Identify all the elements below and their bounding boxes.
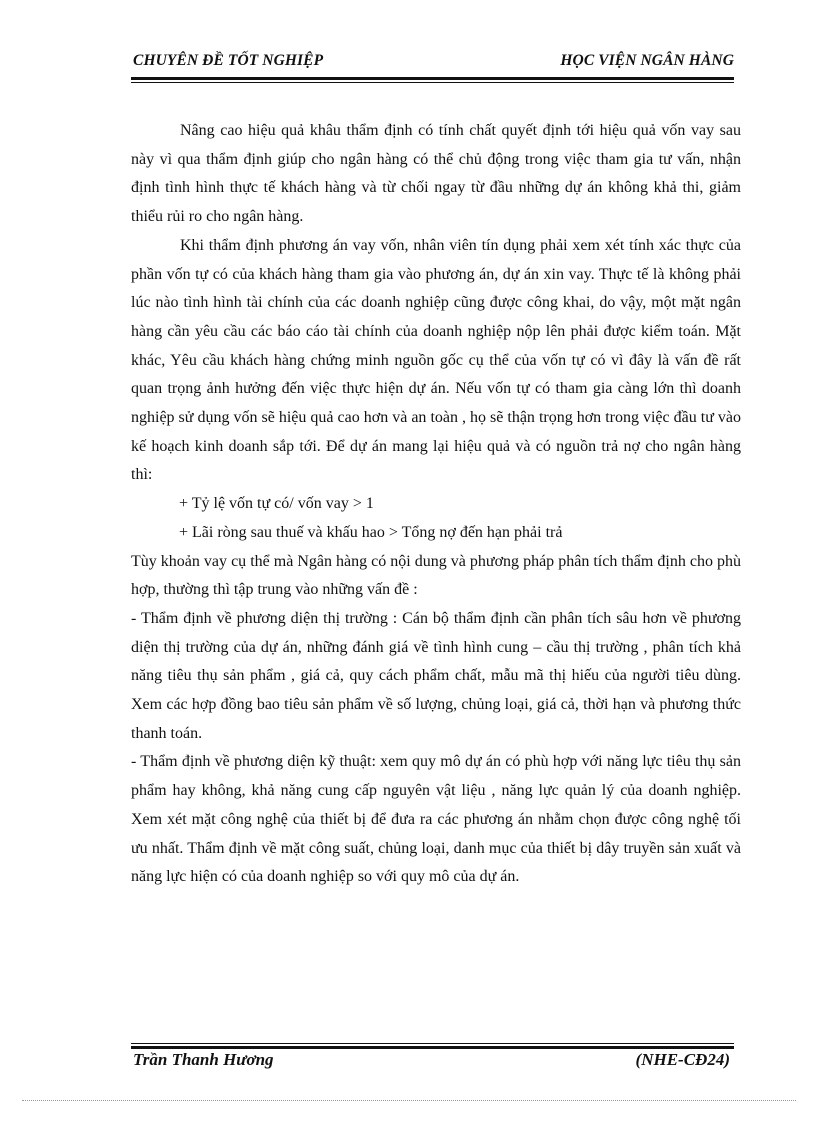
document-body [131,117,741,892]
header-title-left: CHUYÊN ĐỀ TỐT NGHIỆP [133,52,324,69]
paragraph-appraisal-importance: Nâng cao hiệu quả khâu thẩm định có tính chất quyết định tới hiệu quả vốn vay sau này vì qua thẩm định giúp cho ngân hàng có thể chủ động trong việc tham gia tư vấn, nhận định tình hình thực tế khách hàng và từ chối ngay từ đầu những dự án không khả thi, giảm thiểu rủi ro cho ngân hàng. [131,122,741,226]
condition-net-profit: + Lãi ròng sau thuế và khấu hao > Tổng nợ đến hạn phải trả [179,523,563,541]
paragraph-own-capital: Khi thẩm định phương án vay vốn, nhân viên tín dụng phải xem xét tính xác thực của phần vốn tự có của khách hàng tham gia vào phương án, dự án xin vay. Thực tế là không phải lúc nào tình hình tài chính của các doanh nghiệp cũng được công khai, do vậy, một mặt ngân hàng cần yêu cầu các báo cáo tài chính của doanh nghiệp nộp lên phải được kiểm toán. Mặt khác, Yêu cầu khách hàng chứng minh nguồn gốc cụ thể của vốn tự có vì đây là vấn đề rất quan trọng ảnh hưởng đến việc thực hiện dự án. Nếu vốn tự có tham gia càng lớn thì doanh nghiệp sử dụng vốn sẽ hiệu quả cao hơn và an toàn , họ sẽ thận trọng hơn trong việc đầu tư vào kế hoạch kinh doanh sắp tới. Để dự án mang lại hiệu quả và có nguồn trả nợ cho ngân hàng thì: [131,236,741,484]
page-bottom-dotted-line [22,1100,796,1101]
footer-rule-thick [131,1046,734,1049]
footer-class-code: (NHE-CĐ24) [635,1050,730,1069]
header-title-right: HỌC VIỆN NGÂN HÀNG [560,52,734,69]
page-footer [131,1050,734,1078]
paragraph-technical-appraisal: - Thẩm định về phương diện kỹ thuật: xem quy mô dự án có phù hợp với năng lực tiêu thụ sản phẩm hay không, khả năng cung cấp nguyên vật liệu , năng lực quản lý của doanh nghiệp. Xem xét mặt công nghệ của thiết bị để đưa ra các phương án nhằm chọn được công nghệ tối ưu nhất. Thẩm định về mặt công suất, chủng loại, danh mục của thiết bị dây truyền sản xuất và năng lực hiện có của doanh nghiệp so với quy mô của dự án. [131,753,741,886]
condition-equity-ratio: + Tỷ lệ vốn tự có/ vốn vay > 1 [179,495,374,513]
paragraph-market-appraisal: - Thẩm định về phương diện thị trường : Cán bộ thẩm định cần phân tích sâu hơn về phương diện thị trường của dự án, những đánh giá về tình hình cung – cầu thị trường , phân tích khả năng tiêu thụ sản phẩm , giá cả, quy cách phẩm chất, mẫu mã thị hiếu của người tiêu dùng. Xem các hợp đồng bao tiêu sản phẩm về số lượng, chủng loại, giá cả, thời hạn và phương thức thanh toán. [131,609,741,742]
footer-rule-thin [131,1043,734,1044]
header-rule-thin [131,82,734,83]
page-header [131,50,734,76]
footer-author: Trần Thanh Hương [133,1050,274,1069]
paragraph-loan-types: Tùy khoản vay cụ thể mà Ngân hàng có nội dung và phương pháp phân tích thẩm định cho phù hợp, thường thì tập trung vào những vấn đề : [131,552,741,599]
header-rule-thick [131,77,734,80]
